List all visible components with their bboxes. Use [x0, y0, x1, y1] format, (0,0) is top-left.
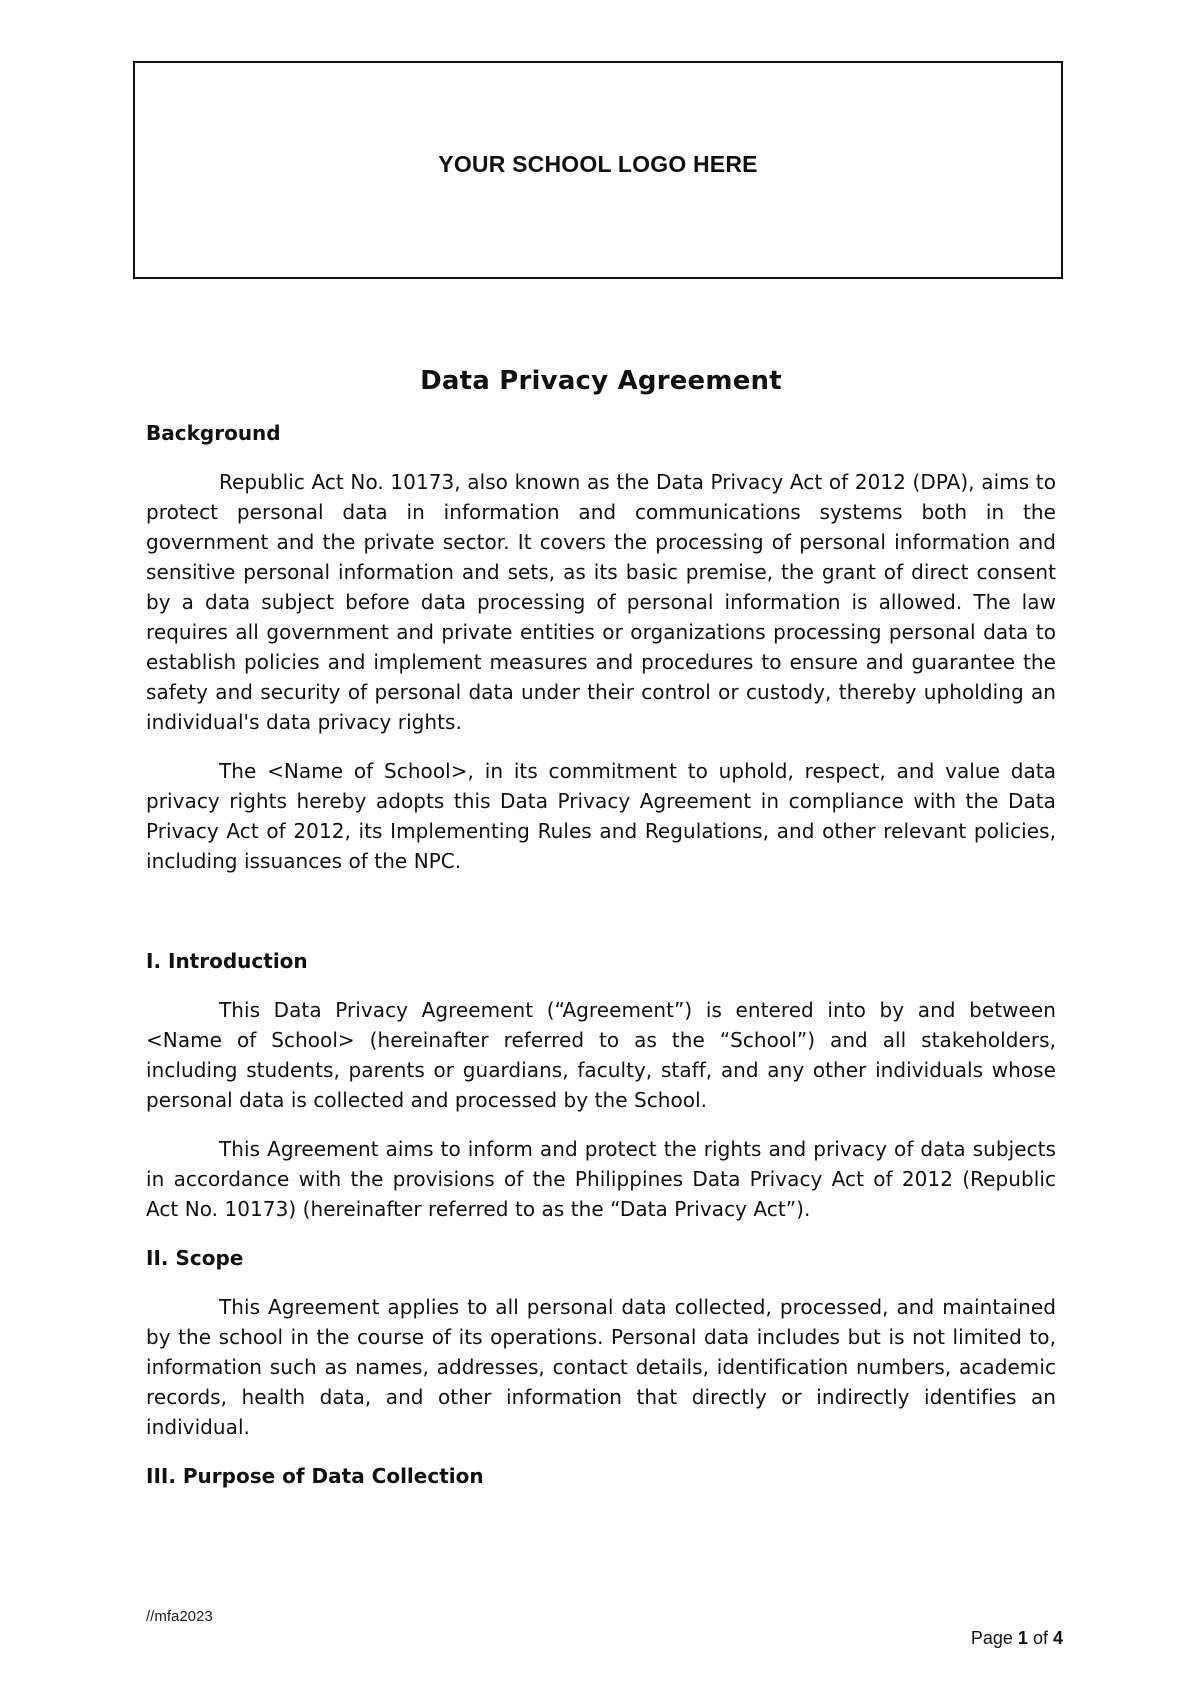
page-current: 1: [1017, 1628, 1028, 1648]
logo-placeholder-text: YOUR SCHOOL LOGO HERE: [438, 150, 758, 177]
page-number: [971, 1628, 1063, 1649]
background-paragraph-1: Republic Act No. 10173, also known as the Data Privacy Act of 2012 (DPA), aims to protect personal data in information and communications systems both in the government and the private sector. It covers the processing of personal information and sensitive personal information and sets, as its basic premise, the grant of direct consent by a data subject before data processing of personal information is allowed. The law requires all government and private entities or organizations processing personal data to establish policies and implement measures and procedures to ensure and guarantee the safety and security of personal data under their control or custody, thereby upholding an individual's data privacy rights.: [146, 470, 1056, 734]
scope-paragraph-1: This Agreement applies to all personal data collected, processed, and maintained by the school in the course of its operations. Personal data includes but is not limited to, information such as names, addresses, contact details, identification numbers, academic records, health data, and other information that directly or indirectly identifies an individual.: [146, 1295, 1056, 1439]
introduction-paragraph-2: This Agreement aims to inform and protect the rights and privacy of data subjects in accordance with the provisions of the Philippines Data Privacy Act of 2012 (Republic Act No. 10173) (hereinafter referred to as the “Data Privacy Act”).: [146, 1137, 1056, 1221]
document-title: Data Privacy Agreement: [420, 366, 782, 396]
section-heading-scope: II. Scope: [146, 1246, 244, 1270]
background-paragraph-2: The <Name of School>, in its commitment to uphold, respect, and value data privacy rights hereby adopts this Data Privacy Agreement in compliance with the Data Privacy Act of 2012, its Implementing Rules and Regulations, and other relevant policies, including issuances of the NPC.: [146, 759, 1056, 873]
page-label: Page: [970, 1628, 1013, 1648]
introduction-paragraph-1: This Data Privacy Agreement (“Agreement”) is entered into by and between <Name of School> (hereinafter referred to as the “School”) and all stakeholders, including students, parents or guardians, faculty, staff, and any other individuals whose personal data is collected and processed by the School.: [146, 998, 1056, 1112]
school-logo-placeholder: [133, 61, 1063, 279]
section-heading-purpose: III. Purpose of Data Collection: [146, 1464, 484, 1488]
footer-note: //mfa2023: [146, 1608, 213, 1625]
page-total: 4: [1052, 1628, 1063, 1648]
page-of: of: [1032, 1628, 1048, 1648]
document-body: [146, 366, 1056, 1491]
section-heading-introduction: I. Introduction: [146, 949, 308, 973]
section-heading-background: Background: [146, 421, 281, 445]
